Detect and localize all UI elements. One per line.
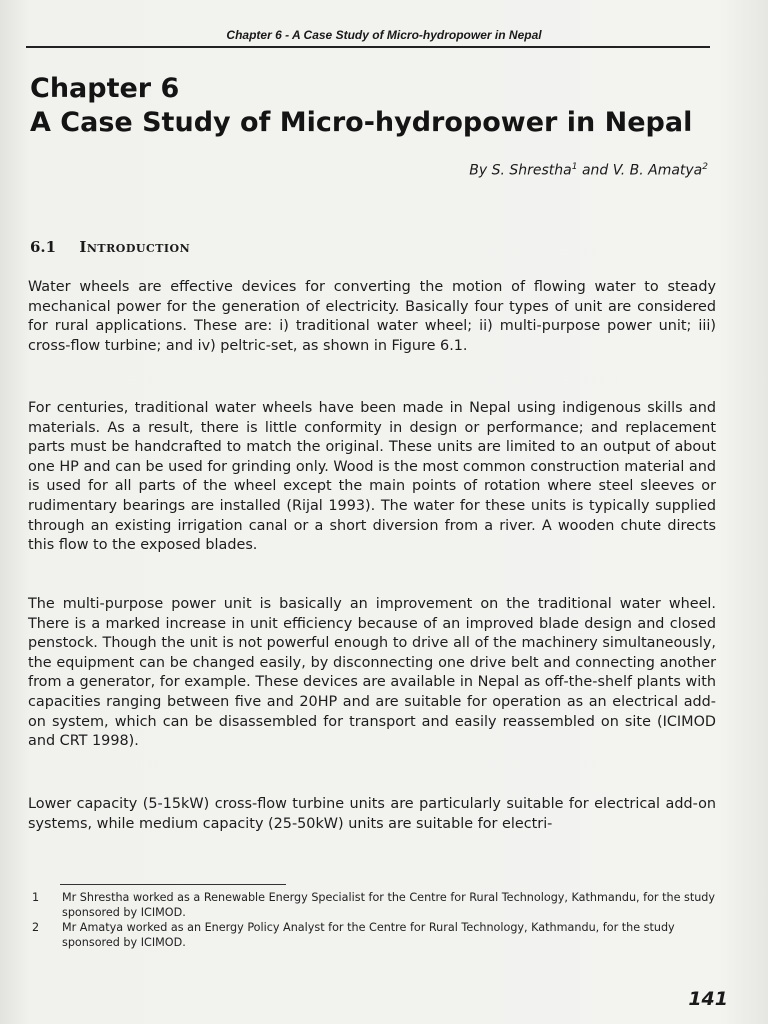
footnote-text: Mr Amatya worked as an Energy Policy Analyst for the Centre for Rural Technology, Kathmandu, for the study sponsored by ICIMOD. [62, 921, 675, 949]
author-1: S. Shrestha [491, 162, 572, 179]
section-heading [30, 238, 190, 256]
section-number: 6.1 [30, 238, 57, 256]
footnote-number: 1 [32, 891, 40, 904]
footnote-number: 2 [32, 921, 40, 934]
body-paragraph: Water wheels are effective devices for converting the motion of flowing water to steady mechanical power for the generation of electricity. Basically four types of unit are considered for rural applications. These are: i) traditional water wheel; ii) multi-purpose power unit; iii) cross-flow turbine; and iv) peltric-set, as shown in Figure 6.1. [28, 279, 716, 354]
body-paragraph: For centuries, traditional water wheels have been made in Nepal using indigenous skills and materials. As a result, there is little conformity in design or performance; and replacement parts must be handcrafted to match the original. These units are limited to an output of about one HP and can be used for grinding only. Wood is the most common construction material and is used for all parts of the wheel except the main points of rotation where steel sleeves or rudimentary bearings are installed (Rijal 1993). The water for these units is typically supplied through an existing irrigation canal or a short diversion from a river. A wooden chute directs this flow to the exposed blades. [28, 400, 716, 554]
body-paragraph: Lower capacity (5-15kW) cross-flow turbine units are particularly suitable for electrical add-on systems, while medium capacity (25-50kW) units are suitable for electri- [28, 796, 716, 832]
footnote-text: Mr Shrestha worked as a Renewable Energy Specialist for the Centre for Rural Technology, Kathmandu, for the study sponsored by ICIMOD. [62, 891, 716, 919]
footnote-rule [60, 884, 286, 885]
header-rule [26, 46, 710, 48]
page-number: 141 [688, 988, 728, 1010]
chapter-label: Chapter 6 [30, 73, 180, 104]
body-paragraph: The multi-purpose power unit is basically an improvement on the traditional water wheel. There is a marked increase in unit efficiency because of an improved blade design and closed penstock. Though the unit is not powerful enough to drive all of the machinery simultaneously, the equipment can be changed easily, by disconnecting one drive belt and connecting another from a generator, for example. These devices are available in Nepal as off-the-shelf plants with capacities ranging between five and 20HP and are suitable for operation as an electrical add-on system, which can be disassembled for transport and easily reassembled on site (ICIMOD and CRT 1998). [28, 596, 716, 750]
author-2-footnote-mark: 2 [702, 162, 708, 172]
byline [469, 162, 708, 179]
chapter-title [30, 72, 730, 140]
section-title: Introduction [79, 238, 191, 256]
running-head: Chapter 6 - A Case Study of Micro-hydropower in Nepal [226, 28, 542, 42]
author-1-footnote-mark: 1 [571, 162, 578, 172]
chapter-heading: A Case Study of Micro-hydropower in Nepal [30, 107, 693, 138]
byline-and: and [581, 162, 609, 179]
byline-prefix: By [469, 162, 488, 179]
author-2: V. B. Amatya [612, 162, 703, 179]
